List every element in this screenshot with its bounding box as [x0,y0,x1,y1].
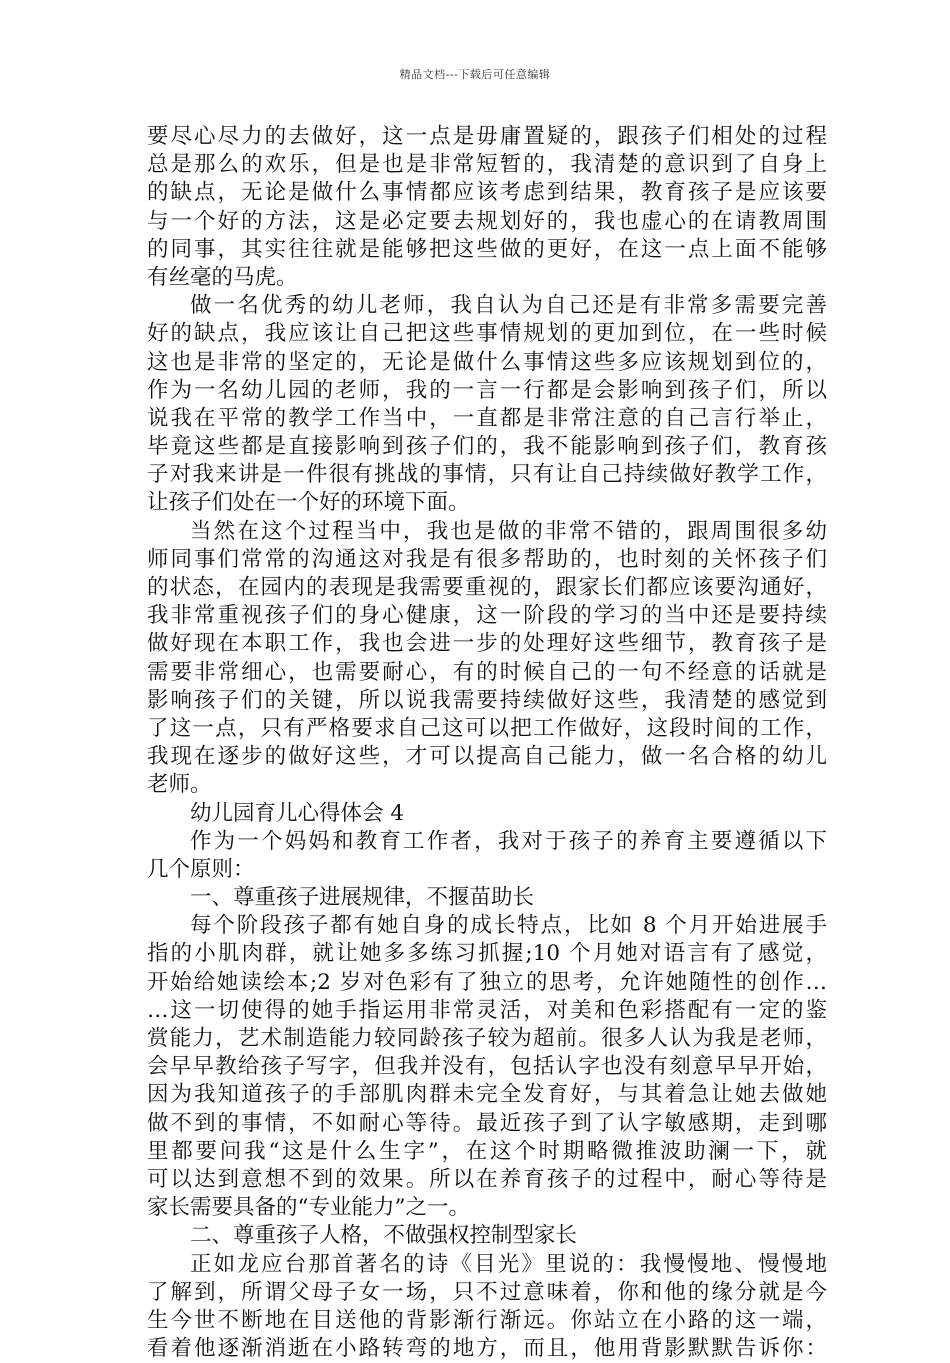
text-line: 里都要问我“这是什么生字”，在这个时期略微推波助澜一下，就 [147,1138,827,1164]
page-header: 精品文档---下载后可任意编辑 [399,68,551,81]
text-line: 的缺点，无论是做什么事情都应该考虑到结果，教育孩子是应该要 [147,180,827,206]
text-line: …这一切使得的她手指运用非常灵活，对美和色彩搭配有一定的鉴 [147,997,827,1023]
text-line: 要尽心尽力的去做好，这一点是毋庸置疑的，跟孩子们相处的过程 [147,124,827,149]
text-line: 指的小肌肉群，就让她多多练习抓握;10 个月她对语言有了感觉， [147,941,827,967]
text-line: 有丝毫的马虎。 [147,264,298,290]
text-line: 可以达到意想不到的效果。所以在养育孩子的过程中，耐心等待是 [147,1166,827,1192]
text-line: 毕竟这些都是直接影响到孩子们的，我不能影响到孩子们，教育孩 [147,434,827,460]
text-line: 开始给她读绘本;2 岁对色彩有了独立的思考，允许她随性的创作… [147,969,827,995]
text-line: 我非常重视孩子们的身心健康，这一阶段的学习的当中还是要持续 [147,603,827,629]
text-line: 看着他逐渐消逝在小路转弯的地方，而且，他用背影默默告诉你： [147,1336,827,1362]
text-line: 说我在平常的教学工作当中，一直都是非常注意的自己言行举止， [147,405,827,431]
text-line: 让孩子们处在一个好的环境下面。 [147,490,470,516]
text-line: 一、尊重孩子进展规律，不揠苗助长 [190,885,535,911]
text-line: 了解到，所谓父母子女一场，只不过意味着，你和他的缘分就是今 [147,1279,827,1305]
text-line: 子对我来讲是一件很有挑战的事情，只有让自己持续做好教学工作， [147,462,827,488]
text-line: 与一个好的方法，这是必定要去规划好的，我也虚心的在请教周围 [147,208,827,234]
text-line: 好的缺点，我应该让自己把这些事情规划的更加到位，在一些时候 [147,321,827,347]
text-line: 做好现在本职工作，我也会进一步的处理好这些细节，教育孩子是 [147,631,827,657]
text-line: 做不到的事情，不如耐心等待。最近孩子到了认字敏感期，走到哪 [147,1110,827,1136]
text-line: 了这一点，只有严格要求自己这可以把工作做好，这段时间的工作， [147,715,827,741]
text-line: 师同事们常常的沟通这对我是有很多帮助的，也时刻的关怀孩子们 [147,546,827,572]
text-line: 做一名优秀的幼儿老师，我自认为自己还是有非常多需要完善 [190,293,827,319]
text-line: 作为一名幼儿园的老师，我的一言一行都是会影响到孩子们，所以 [147,377,827,403]
text-line: 幼儿园育儿心得体会 4 [190,800,405,826]
text-line: 家长需要具备的“专业能力”之一。 [147,1195,470,1221]
text-line: 当然在这个过程当中，我也是做的非常不错的，跟周围很多幼 [190,518,827,544]
text-line: 会早早教给孩子写字，但我并没有，包括认字也没有刻意早早开始， [147,1054,827,1080]
text-line: 影响孩子们的关键，所以说我需要持续做好这些，我清楚的感觉到 [147,687,827,713]
text-line: 的状态，在园内的表现是我需要重视的，跟家长们都应该要沟通好， [147,575,827,600]
text-line: 因为我知道孩子的手部肌肉群未完全发育好，与其着急让她去做她 [147,1082,827,1108]
text-line: 总是那么的欢乐，但是也是非常短暂的，我清楚的意识到了自身上 [147,152,827,178]
text-line: 需要非常细心，也需要耐心，有的时候自己的一句不经意的话就是 [147,659,827,685]
text-line: 我现在逐步的做好这些，才可以提高自己能力，做一名合格的幼儿 [147,744,827,770]
text-line: 二、尊重孩子人格，不做强权控制型家长 [190,1223,578,1249]
text-line: 每个阶段孩子都有她自身的成长特点，比如 8 个月开始进展手 [190,913,827,939]
text-line: 正如龙应台那首著名的诗《目光》里说的：我慢慢地、慢慢地 [190,1251,827,1277]
text-line: 这也是非常的坚定的，无论是做什么事情这些多应该规划到位的， [147,349,827,375]
text-line: 的同事，其实往往就是能够把这些做的更好，在这一点上面不能够 [147,236,827,262]
text-line: 赏能力，艺术制造能力较同龄孩子较为超前。很多人认为我是老师， [147,1026,827,1051]
text-line: 作为一个妈妈和教育工作者，我对于孩子的养育主要遵循以下 [190,828,827,854]
text-line: 几个原则： [147,856,255,882]
text-line: 老师。 [147,772,212,798]
document-body [147,123,827,1363]
text-line: 生今世不断地在目送他的背影渐行渐远。你站立在小路的这一端， [147,1307,827,1333]
